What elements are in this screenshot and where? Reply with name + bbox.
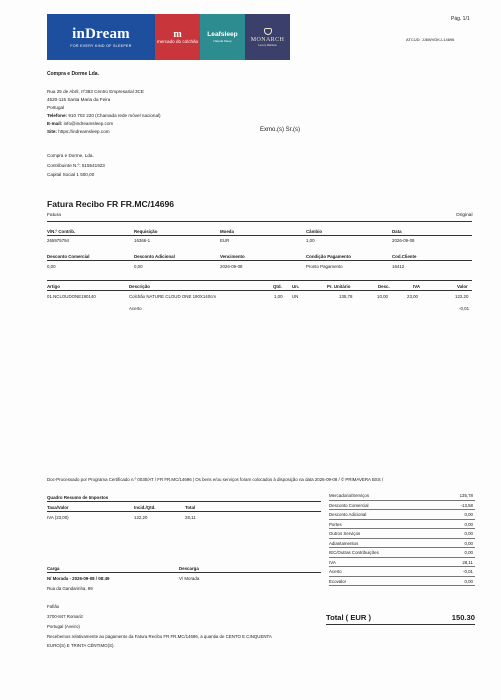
address-line: Portugal: [47, 105, 65, 110]
address-line: 3700-847 Romariz: [47, 614, 84, 619]
divider: [47, 511, 321, 512]
cell-qtd: 1,00: [274, 294, 283, 299]
value-cell: 16366-1: [134, 238, 151, 243]
value-cell: 2026-09-08: [392, 238, 415, 243]
totals-value: -0,01: [462, 569, 473, 574]
column-header: Artigo: [47, 284, 60, 289]
totals-value: 0,00: [464, 521, 473, 527]
descarga-value: V/ Morada: [179, 576, 200, 581]
mercado-text: mercado do colchão: [156, 39, 199, 44]
client-capital: Capital Social 1 500,00: [47, 172, 95, 177]
email-value: info@indreamsleep.com: [63, 121, 114, 126]
cell-descricao: Acerto: [129, 306, 142, 311]
address-line: Rua 25 de Abril, nº383 Centro Empresarial 3CE: [47, 89, 144, 94]
totals-label: IEC/Outras Contribuições: [329, 550, 379, 555]
leafsleep-sub: Natural Sleep: [213, 39, 232, 43]
tax-column-header: Incid./Qtd.: [134, 505, 156, 510]
tax-column-header: Total: [185, 505, 196, 510]
address-line: Fafião: [47, 604, 60, 609]
totals-label: Desconto Adicional: [329, 512, 367, 517]
tax-column-header: Taxa/Valor: [47, 505, 69, 510]
divider: [47, 221, 472, 222]
header-cell: Desconto Adicional: [134, 254, 175, 259]
value-cell: 16412: [392, 264, 405, 269]
indream-logo-text: inDream: [72, 26, 130, 42]
grand-total-value: 150.30: [451, 613, 475, 622]
monarch-sub: Luxury Mattress: [258, 43, 277, 47]
value-cell: 0,00: [47, 264, 56, 269]
document-copy: Original: [456, 213, 473, 218]
receipt-text: Recebemos relativamente ao pagamento da Fatura Recibo FR FR.MC/14696, a quantia de CENTO E CINQUENTA EURO(S) E TRINTA CÊNTIMO(S).: [47, 634, 272, 648]
crest-icon: [264, 28, 272, 35]
column-header: Valor: [457, 284, 468, 289]
cell-artigo: 01.NCLOUDONE190140: [47, 294, 96, 299]
header-cell: Desconto Comercial: [47, 254, 90, 259]
tax-cell: 122,20: [134, 515, 148, 520]
totals-label: Outros Serviços: [329, 531, 361, 536]
monarch-logo: [245, 14, 290, 60]
leafsleep-logo: [200, 14, 245, 60]
carga-value: N/ Morada - 2026-09-08 / 08:49: [47, 576, 110, 581]
value-cell: 1,00: [306, 238, 315, 243]
page-number: Pág. 1/1: [451, 16, 470, 22]
totals-row: [329, 558, 475, 568]
totals-row: [329, 520, 475, 530]
totals-label: Mercadoria/Serviços: [329, 493, 370, 498]
totals-row: [329, 491, 475, 501]
totals-value: 0,00: [464, 578, 473, 584]
totals-label: IVA: [329, 559, 336, 565]
site-label: Site:: [47, 129, 57, 134]
divider: [47, 260, 472, 261]
cell-valor: -0,01: [459, 306, 470, 311]
value-cell: EUR: [220, 238, 230, 243]
divider: [47, 280, 472, 281]
totals-row: [329, 539, 475, 549]
totals-row: [329, 577, 475, 587]
brand-banner: [47, 14, 290, 60]
email-line: [47, 120, 161, 128]
column-header: Desc.: [378, 284, 390, 289]
column-header: Un.: [292, 284, 300, 289]
header-cell: Requisição: [134, 229, 158, 234]
column-header: Descrição: [129, 284, 150, 289]
monarch-text: MONARCH: [250, 36, 285, 43]
address-line: 4520-115 Santa Maria da Feira: [47, 97, 111, 102]
issuer-address: [47, 88, 161, 136]
address-line: Portugal (Aveiro): [47, 624, 80, 629]
totals-row: [329, 501, 475, 511]
divider: [47, 235, 472, 236]
mercado-mark: m: [173, 29, 182, 40]
cell-valor: 122,20: [455, 294, 469, 299]
cell-preco: 135,78: [339, 294, 353, 299]
tax-summary-title: Quadro Resumo de Impostos: [47, 495, 109, 500]
leafsleep-text: Leafsleep: [207, 31, 238, 38]
carga-label: Carga: [47, 566, 60, 571]
totals-value: 28,11: [462, 559, 473, 565]
totals-value: 0,00: [464, 550, 473, 555]
value-cell: 0,00: [134, 264, 143, 269]
grand-total-label: Total ( EUR ): [326, 613, 371, 622]
header-cell: Condição Pagamento: [306, 254, 351, 259]
header-cell: V/N.º Contrib.: [47, 229, 76, 234]
tax-cell: IVA (23,00): [47, 515, 69, 520]
value-cell: 265975794: [47, 238, 69, 243]
processing-note: Doc-Processado por Programa Certificado n.º 0030/AT / FR FR.MC/14696 | Os bens e/ou serviços foram colocados à disposição na data 2026-09-08 / © PRIMAVERA BSS /: [47, 477, 384, 482]
client-block: [47, 151, 105, 180]
divider: [47, 501, 321, 502]
cell-desc: 10,00: [377, 294, 388, 299]
mercado-logo: [155, 14, 200, 60]
totals-value: 135,78: [459, 493, 473, 498]
totals-value: 0,00: [464, 531, 473, 536]
document-title: Fatura Recibo FR FR.MC/14696: [47, 199, 175, 209]
totals-value: 0,00: [464, 512, 473, 517]
header-cell: Cod.Cliente: [392, 254, 417, 259]
indream-logo: [47, 14, 155, 60]
document-type: Fatura: [47, 213, 61, 218]
value-cell: 2026-09-08: [220, 264, 243, 269]
totals-label: Adiantamentos: [329, 540, 359, 546]
site-value: https://indreamsleep.com: [58, 129, 110, 134]
issuer-name: Compra e Dorme Lda.: [47, 71, 99, 77]
phone-label: Telefone:: [47, 113, 68, 118]
totals-value: -13,58: [460, 502, 473, 508]
totals-label: Ecovalor: [329, 578, 347, 584]
column-header: Qtd.: [273, 284, 282, 289]
phone-line: [47, 112, 161, 120]
greeting: Exmo.(s) Sr.(s): [260, 127, 300, 133]
phone-value: 910 702 220 (Chamada rede móvel nacional): [68, 113, 161, 118]
totals-label: Desconto Comercial: [329, 502, 369, 508]
carga-address: Rua da Gandarinha, 89: [47, 586, 93, 591]
email-label: E-mail:: [47, 121, 63, 126]
totals-row: [329, 529, 475, 539]
atcud-code: ATCUD: JJ6WVDKJ-14696: [406, 37, 455, 42]
cell-iva: 23,00: [407, 294, 418, 299]
indream-tagline: FOR EVERY KIND OF SLEEPER: [70, 44, 132, 48]
totals-label: Acerto: [329, 569, 342, 574]
client-contribuinte: Contribuinte N.º: 515541923: [47, 162, 105, 168]
site-line: [47, 128, 161, 136]
totals-row: [329, 548, 475, 558]
client-name: Compra e Dorme, Lda.: [47, 153, 94, 158]
totals-value: 0,00: [464, 540, 473, 546]
header-cell: Moeda: [220, 229, 234, 234]
grand-total: [326, 611, 475, 625]
cell-descricao: Colchão NATURE CLOUD ONE 190X140cm: [129, 294, 217, 299]
totals-row: [329, 510, 475, 520]
header-cell: Vencimento: [220, 254, 245, 259]
header-cell: Data: [392, 229, 402, 234]
tax-cell: 28,11: [185, 515, 196, 520]
cell-un: UN: [292, 294, 299, 299]
divider: [47, 572, 321, 573]
value-cell: Pronto Pagamento: [306, 264, 343, 269]
header-cell: Câmbio: [306, 229, 323, 234]
totals-label: Portes: [329, 521, 342, 527]
column-header: IVA: [413, 284, 420, 289]
descarga-label: Descarga: [179, 566, 199, 571]
totals-breakdown: [329, 491, 475, 586]
column-header: Pr. Unitário: [327, 284, 351, 289]
totals-row: [329, 567, 475, 577]
divider: [47, 290, 472, 291]
